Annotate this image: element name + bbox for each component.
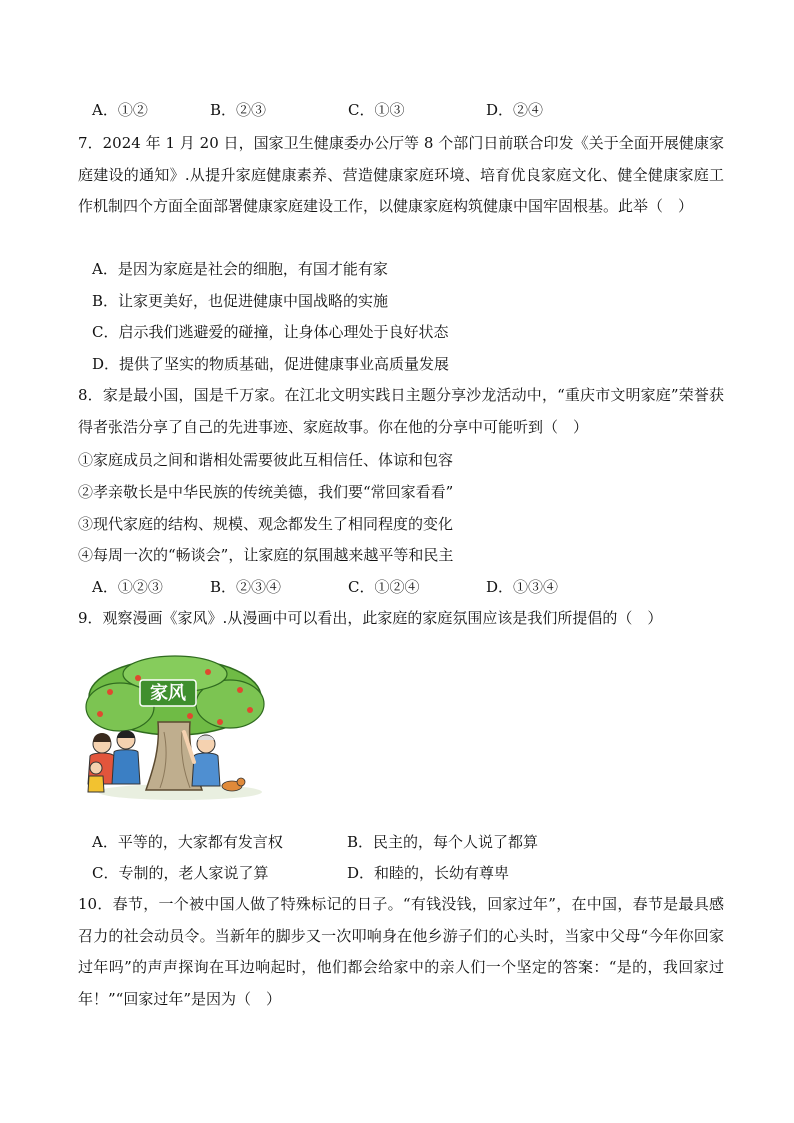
q9-options-row2 [92, 862, 732, 884]
q7-option-b: B．让家更美好，也促进健康中国战略的实施 [92, 292, 389, 310]
q6-option-c: C．①③ [348, 101, 405, 119]
q10-stem: 10．春节，一个被中国人做了特殊标记的日子。“有钱没钱，回家过年”，在中国，春节是最具感召力的社会动员令。当新年的脚步又一次叩响身在他乡游子们的心头时，当家中父母“今年你回家过年吗”的声声探询在耳边响起时，他们都会给家中的亲人们一个坚定的答案：“是的，我回家过年！”“回家过年”是因为（ ） [78, 895, 724, 1008]
q9-option-c: C．专制的，老人家说了算 [92, 864, 269, 882]
q9-option-d: D．和睦的，长幼有尊卑 [347, 864, 510, 882]
q9-stem: 9．观察漫画《家风》.从漫画中可以看出，此家庭的家庭氛围应该是我们所提倡的（ ） [78, 609, 663, 627]
q8-option-d: D．①③④ [486, 578, 559, 596]
q6-option-b: B．②③ [210, 101, 267, 119]
q8-option-a: A．①②③ [92, 578, 163, 596]
q8-statement-4: ④每周一次的“畅谈会”，让家庭的氛围越来越平等和民主 [78, 546, 454, 564]
q9-option-b: B．民主的，每个人说了都算 [347, 833, 539, 851]
q7-option-a: A．是因为家庭是社会的细胞，有国才能有家 [92, 260, 388, 278]
q7-option-d: D．提供了坚实的物质基础，促进健康事业高质量发展 [92, 355, 450, 373]
q8-statement-2: ②孝亲敬长是中华民族的传统美德，我们要“常回家看看” [78, 483, 454, 501]
q8-option-b: B．②③④ [210, 578, 282, 596]
q8-statement-3: ③现代家庭的结构、规模、观念都发生了相同程度的变化 [78, 515, 454, 533]
q8-options [92, 576, 732, 598]
q9-option-a: A．平等的，大家都有发言权 [92, 833, 283, 851]
family-tree-cartoon [80, 652, 266, 804]
q6-option-a: A．①② [92, 101, 148, 119]
jiafeng-sign-text: 家风 [150, 683, 186, 704]
q8-option-c: C．①②④ [348, 578, 420, 596]
q6-option-d: D．②④ [486, 101, 544, 119]
q7-option-c: C．启示我们逃避爱的碰撞，让身体心理处于良好状态 [92, 323, 449, 341]
q8-stem: 8．家是最小国，国是千万家。在江北文明实践日主题分享沙龙活动中，“重庆市文明家庭”荣誉获得者张浩分享了自己的先进事迹、家庭故事。你在他的分享中可能听到（ ） [78, 386, 724, 436]
q6-options [92, 99, 732, 121]
q8-statement-1: ①家庭成员之间和谐相处需要彼此互相信任、体谅和包容 [78, 451, 454, 469]
q9-options-row1 [92, 831, 732, 853]
q7-stem: 7．2024 年 1 月 20 日，国家卫生健康委办公厅等 8 个部门日前联合印发《关于全面开展健康家庭建设的通知》.从提升家庭健康素养、营造健康家庭环境、培育优良家庭文化、健全健康家庭工作机制四个方面全面部署健康家庭建设工作，以健康家庭构筑健康中国牢固根基。此举（ ） [78, 134, 724, 215]
